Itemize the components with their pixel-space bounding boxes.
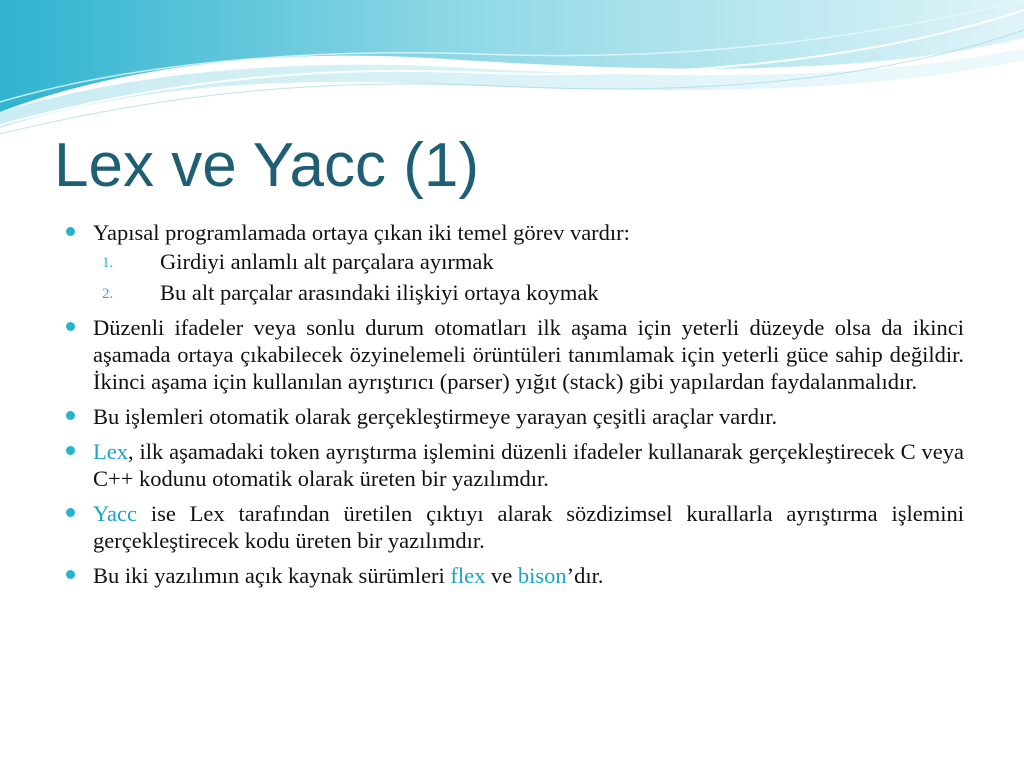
bullet-item-3 [60, 403, 964, 430]
keyword-bison: bison [517, 563, 567, 588]
bullet-text: ve [485, 563, 518, 588]
bullet-item-6 [60, 562, 964, 589]
bullet-text: Bu işlemleri otomatik olarak gerçekleştirmeye yarayan çeşitli araçlar vardır. [93, 404, 778, 429]
bullet-text: , ilk aşamadaki token ayrıştırma işlemini düzenli ifadeler kullanarak gerçekleştirecek C veya C++ kodunu otomatik olarak üreten bir yazılımdır. [93, 439, 964, 491]
bullet-item-2 [60, 314, 964, 395]
slide-content [60, 219, 964, 597]
keyword-lex: Lex [93, 439, 128, 464]
keyword-flex: flex [450, 563, 486, 588]
bullet-text: Düzenli ifadeler veya sonlu durum otomatları ilk aşama için yeterli düzeyde olsa da ikinci aşamada ortaya çıkabilecek özyinelemeli örüntüleri tanımlamak için yeterli güce sahip değildir. İkinci aşama için kullanılan ayrıştırıcı (parser) yığıt (stack) gibi yapılardan faydalanmalıdır. [93, 315, 964, 394]
bullet-text: Bu iki yazılımın açık kaynak sürümleri [93, 563, 451, 588]
list-text: Girdiyi anlamlı alt parçalara ayırmak [160, 249, 494, 274]
bullet-text: ’dır. [566, 563, 604, 588]
bullet-item-1 [60, 219, 964, 246]
bullet-text: ise Lex tarafından üretilen çıktıyı alarak sözdizimsel kurallarla ayrıştırma işlemini gerçekleştirecek kodu üreten bir yazılımdır. [93, 501, 964, 553]
bullet-item-4 [60, 438, 964, 492]
bullet-text: Yapısal programlamada ortaya çıkan iki temel görev vardır: [93, 220, 630, 245]
slide-title: Lex ve Yacc (1) [54, 131, 480, 200]
numbered-item-1 [60, 248, 964, 275]
wave-header-decoration [0, 0, 1024, 140]
list-number: 1. [102, 255, 114, 271]
numbered-item-2 [60, 279, 964, 306]
list-number: 2. [102, 286, 114, 302]
bullet-item-5 [60, 500, 964, 554]
keyword-yacc: Yacc [93, 501, 137, 526]
list-text: Bu alt parçalar arasındaki ilişkiyi ortaya koymak [160, 280, 599, 305]
